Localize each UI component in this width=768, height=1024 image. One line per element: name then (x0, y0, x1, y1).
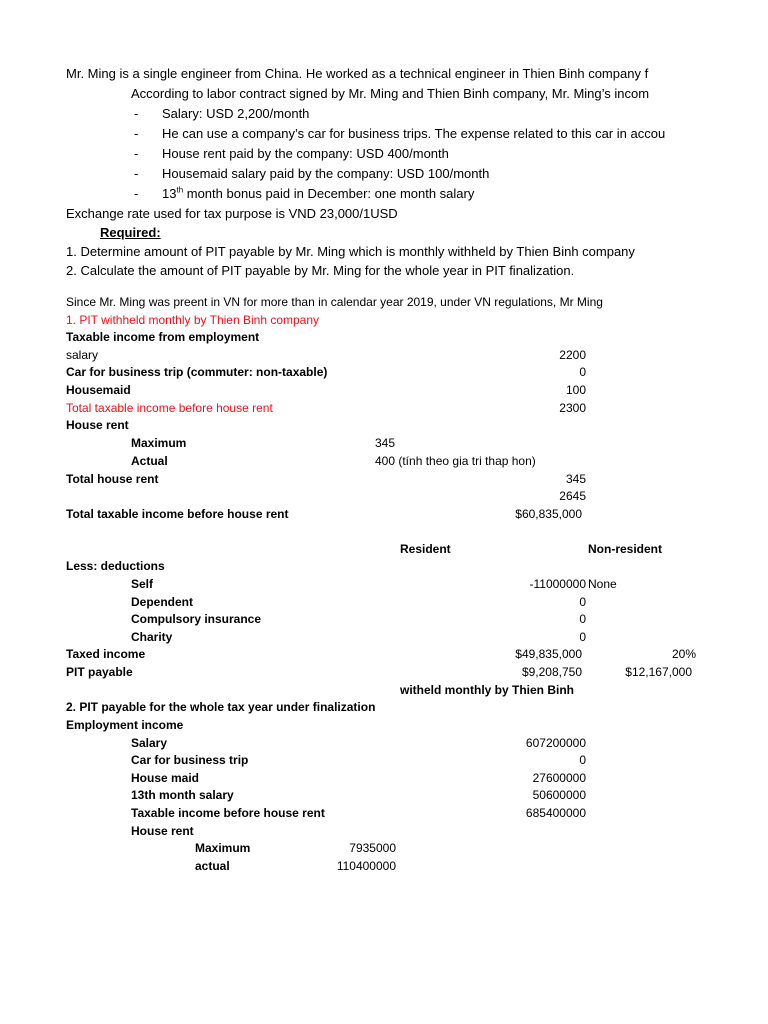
bullet-house-rent: House rent paid by the company: USD 400/month (162, 146, 449, 161)
taxed-income-label: Taxed income (66, 647, 146, 661)
insurance-label: Compulsory insurance (131, 612, 262, 626)
total-house-rent-label: Total house rent (66, 472, 159, 486)
salary-label: salary (66, 348, 99, 362)
required-heading: Required: (100, 225, 161, 240)
s2-house-rent-label: House rent (131, 824, 194, 838)
section1-title: 1. PIT withheld monthly by Thien Binh company (66, 313, 320, 327)
insurance-value: 0 (579, 612, 586, 626)
s2-housemaid-label: House maid (131, 771, 200, 785)
bullet-dash: - (134, 166, 139, 181)
bullet-dash: - (134, 186, 139, 201)
bullet-dash: - (134, 146, 139, 161)
pit-payable-nonresident: $12,167,000 (625, 665, 692, 679)
s2-salary-value: 607200000 (525, 736, 586, 750)
intro-line-1: Mr. Ming is a single engineer from China. He worked as a technical engineer in Thien Binh company f (66, 66, 649, 81)
total-taxable-value: $60,835,000 (515, 507, 582, 521)
section2-title: 2. PIT payable for the whole tax year under finalization (66, 700, 376, 714)
bullet-housemaid: Housemaid salary paid by the company: USD 100/month (162, 166, 490, 181)
actual-value: 400 (tính theo gia tri thap hon) (375, 454, 536, 468)
salary-value: 2200 (559, 348, 586, 362)
housemaid-value: 100 (565, 383, 586, 397)
employment-income-label: Employment income (66, 718, 184, 732)
s2-actual-label: actual (195, 859, 230, 873)
since-note: Since Mr. Ming was preent in VN for more than in calendar year 2019, under VN regulations, Mr Ming (66, 295, 603, 309)
requirement-1: 1. Determine amount of PIT payable by Mr. Ming which is monthly withheld by Thien Binh company (66, 244, 635, 259)
exchange-rate: Exchange rate used for tax purpose is VND 23,000/1USD (66, 206, 398, 221)
intro-line-2: According to labor contract signed by Mr. Ming and Thien Binh company, Mr. Ming’s incom (131, 86, 650, 101)
charity-label: Charity (131, 630, 173, 644)
self-value: -11000000 (529, 577, 586, 591)
requirement-2: 2. Calculate the amount of PIT payable by Mr. Ming for the whole year in PIT finalization. (66, 263, 575, 278)
car-value: 0 (579, 365, 586, 379)
house-rent-label: House rent (66, 418, 129, 432)
s2-taxable-before-value: 685400000 (525, 806, 586, 820)
housemaid-label: Housemaid (66, 383, 131, 397)
dependent-label: Dependent (131, 595, 194, 609)
self-label: Self (131, 577, 154, 591)
s2-actual-value: 110400000 (336, 859, 396, 873)
total-house-rent-value: 345 (565, 472, 586, 486)
bullet-dash: - (134, 126, 139, 141)
bullet-dash: - (134, 106, 139, 121)
total-before-rent-value: 2300 (559, 401, 586, 415)
taxed-income-value: $49,835,000 (515, 647, 582, 661)
bullet-salary: Salary: USD 2,200/month (162, 106, 310, 121)
maximum-value: 345 (375, 436, 396, 450)
pit-payable-label: PIT payable (66, 665, 133, 679)
car-label: Car for business trip (commuter: non-taxable) (66, 365, 328, 379)
s2-car-value: 0 (579, 753, 586, 767)
resident-header: Resident (400, 542, 451, 556)
s2-salary-label: Salary (131, 736, 168, 750)
bullet-bonus: 13th month bonus paid in December: one month salary (162, 185, 475, 201)
self-nonresident: None (588, 577, 617, 591)
actual-label: Actual (131, 454, 168, 468)
s2-maximum-label: Maximum (195, 841, 251, 855)
pit-payable-resident: $9,208,750 (521, 665, 582, 679)
total-before-rent-label: Total taxable income before house rent (66, 401, 273, 415)
less-deductions-label: Less: deductions (66, 559, 165, 573)
dependent-value: 0 (579, 595, 586, 609)
nonresident-header: Non-resident (588, 542, 663, 556)
s2-housemaid-value: 27600000 (532, 771, 586, 785)
s2-maximum-value: 7935000 (349, 841, 396, 855)
maximum-label: Maximum (131, 436, 187, 450)
taxed-income-rate: 20% (671, 647, 696, 661)
bullet-car: He can use a company’s car for business trips. The expense related to this car in accou (162, 126, 666, 141)
total-taxable-label: Total taxable income before house rent (66, 507, 289, 521)
s2-bonus-label: 13th month salary (131, 788, 234, 802)
s2-taxable-before-label: Taxable income before house rent (131, 806, 325, 820)
s2-bonus-value: 50600000 (532, 788, 586, 802)
subtotal-value: 2645 (559, 489, 586, 503)
taxable-income-heading: Taxable income from employment (66, 330, 260, 344)
charity-value: 0 (579, 630, 586, 644)
withheld-note: witheld monthly by Thien Binh (400, 683, 574, 697)
s2-car-label: Car for business trip (131, 753, 249, 767)
